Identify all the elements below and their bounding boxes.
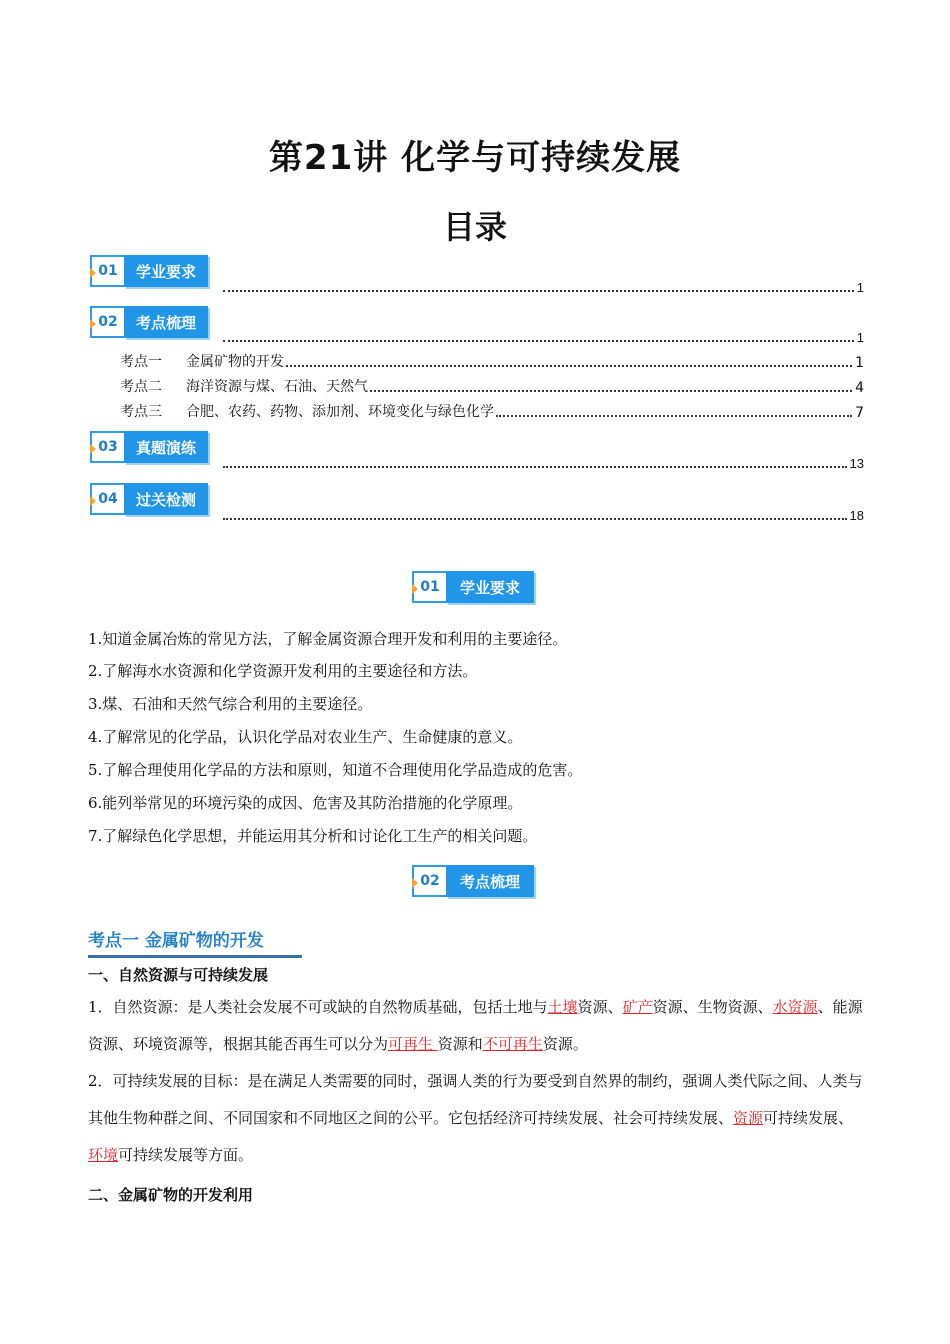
badge-number: 01 (412, 571, 446, 603)
badge-label: 过关检测 (124, 483, 208, 515)
toc-badge-02[interactable] (90, 306, 208, 338)
dot-leader (223, 290, 854, 292)
badge-number: 02 (412, 865, 446, 897)
toc-entry-01[interactable] (220, 280, 864, 296)
toc-entry-04[interactable] (220, 508, 864, 524)
toc-page-number: 1 (855, 355, 864, 371)
toc-item-text: 海洋资源与煤、石油、天然气 (186, 379, 368, 395)
toc-item-key: 考点一 (120, 354, 162, 370)
badge-number: 03 (90, 431, 124, 463)
dot-leader (286, 365, 852, 367)
text: 可持续发展等方面。 (118, 1146, 254, 1164)
toc-badge-01[interactable] (90, 255, 208, 287)
requirement-item: 3.煤、石油和天然气综合利用的主要途径。 (88, 695, 373, 713)
answer-blank: 矿产 (622, 998, 653, 1016)
paragraph-natural-resources (88, 989, 868, 1063)
toc-item-key: 考点三 (120, 404, 162, 420)
requirement-item: 1.知道金属冶炼的常见方法，了解金属资源合理开发和利用的主要途径。 (88, 630, 568, 648)
text: 2．可持续发展的目标：是在满足人类需要的同时，强调人类的行为要受到自然界的制约，强调人类代际之间、人类与其他生物种群之间、不同国家和不同地区之间的公平。它包括经济可持续发展、社会可持续发展、 (88, 1072, 863, 1127)
text: 、能源资源、环境资源等，根据其能否再生可以分为 (88, 998, 863, 1053)
badge-label: 学业要求 (446, 571, 534, 603)
toc-page-number: 18 (849, 508, 864, 523)
badge-label: 真题演练 (124, 431, 208, 463)
text: 资源。 (542, 1035, 588, 1053)
paragraph-sustainable-development (88, 1063, 868, 1174)
badge-label: 学业要求 (124, 255, 208, 287)
toc-item-kaodian-1[interactable] (120, 353, 864, 371)
document-title: 第21讲 化学与可持续发展 (268, 138, 682, 178)
toc-item-text: 金属矿物的开发 (186, 354, 284, 370)
subheading-natural-resources: 一、自然资源与可持续发展 (88, 966, 269, 984)
toc-badge-03[interactable] (90, 431, 208, 463)
badge-number: 01 (90, 255, 124, 287)
toc-item-key: 考点二 (120, 379, 162, 395)
answer-blank: 水资源 (772, 998, 818, 1016)
requirement-item: 7.了解绿色化学思想，并能运用其分析和讨论化工生产的相关问题。 (88, 827, 538, 845)
answer-blank: 可再生 (388, 1035, 438, 1053)
badge-number: 04 (90, 483, 124, 515)
kaodian-heading: 考点一 金属矿物的开发 (88, 926, 302, 958)
text: 资源和 (437, 1035, 483, 1053)
subheading-metal-minerals: 二、金属矿物的开发利用 (88, 1186, 254, 1204)
toc-page-number: 1 (856, 280, 864, 295)
toc-entry-03[interactable] (220, 456, 864, 472)
text: 可持续发展、 (763, 1109, 854, 1127)
dot-leader (223, 340, 854, 342)
answer-blank: 土壤 (547, 998, 578, 1016)
section-badge-kaodian (412, 865, 534, 897)
toc-page-number: 1 (856, 330, 864, 345)
toc-title: 目录 (442, 208, 507, 246)
toc-page-number: 7 (855, 405, 864, 421)
badge-label: 考点梳理 (124, 306, 208, 338)
toc-page-number: 4 (855, 380, 864, 396)
text: 资源、生物资源、 (652, 998, 773, 1016)
toc-entry-02[interactable] (220, 330, 864, 346)
badge-label: 考点梳理 (446, 865, 534, 897)
answer-blank: 不可再生 (482, 1035, 543, 1053)
toc-page-number: 13 (849, 456, 864, 471)
requirement-item: 6.能列举常见的环境污染的成因、危害及其防治措施的化学原理。 (88, 794, 523, 812)
toc-item-text: 合肥、农药、药物、添加剂、环境变化与绿色化学 (186, 404, 494, 420)
requirement-item: 2.了解海水水资源和化学资源开发利用的主要途径和方法。 (88, 662, 478, 680)
requirement-item: 4.了解常见的化学品，认识化学品对农业生产、生命健康的意义。 (88, 728, 523, 746)
section-badge-requirements (412, 571, 534, 603)
text: 资源、 (577, 998, 623, 1016)
toc-item-kaodian-2[interactable] (120, 378, 864, 396)
dot-leader (370, 390, 852, 392)
text: 1．自然资源：是人类社会发展不可或缺的自然物质基础，包括土地与 (88, 998, 548, 1016)
badge-number: 02 (90, 306, 124, 338)
answer-blank: 资源 (733, 1109, 764, 1127)
dot-leader (496, 415, 852, 417)
dot-leader (223, 466, 847, 468)
dot-leader (223, 518, 847, 520)
toc-badge-04[interactable] (90, 483, 208, 515)
toc-item-kaodian-3[interactable] (120, 403, 864, 421)
answer-blank: 环境 (88, 1146, 119, 1164)
requirement-item: 5.了解合理使用化学品的方法和原则，知道不合理使用化学品造成的危害。 (88, 761, 583, 779)
